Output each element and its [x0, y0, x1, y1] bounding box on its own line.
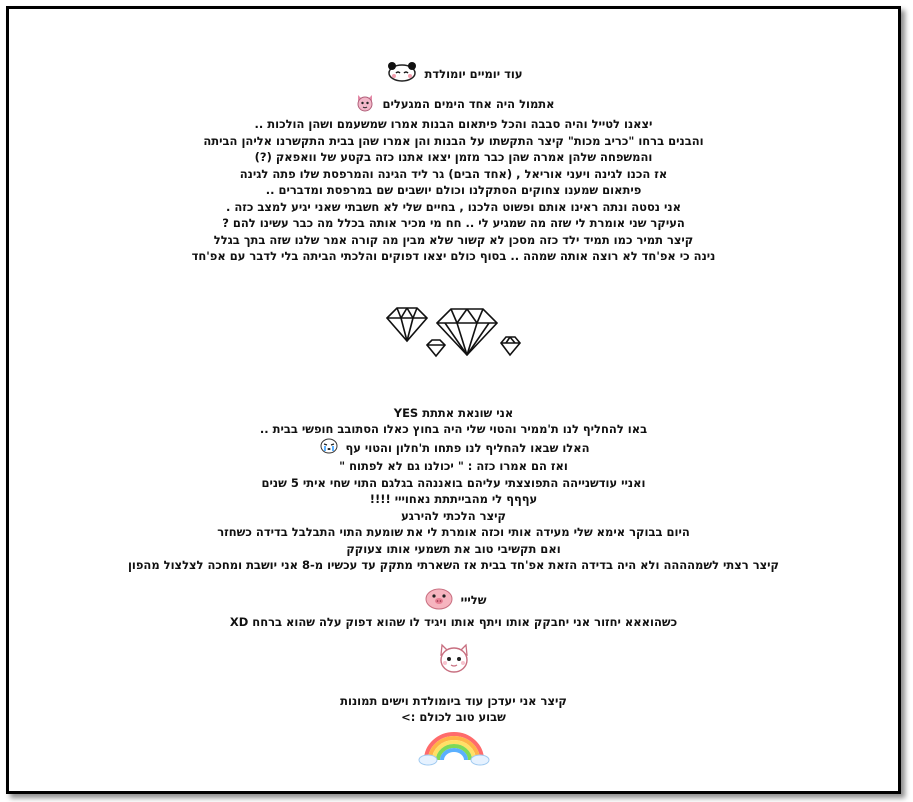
section2-line-with-icon: [9, 438, 898, 459]
section4-line: שבוע טוב לכולם :>: [401, 710, 506, 724]
section1-line: יצאנו לטייל והיה סבבה והכל פיתאום הבנות אמרו שמשעמם ושהן הולכות ..: [254, 117, 653, 131]
rainbow-icon: [9, 730, 898, 766]
section3-line: כשהואאא יחזור אני יחבקק אותו ויתף אותו ויגיד לו שהוא דפוק עלה שהוא ברחח XD: [229, 615, 678, 629]
section1-line: אני נסטה ונתה ראינו אותם ופשוט הלכנו , בחיים שלי לא חשבתי שאני יגיע למצב כזה .: [225, 199, 681, 214]
section3-title: שלייי: [460, 592, 487, 607]
section2-line: קיצר הלכתי להירגע: [401, 508, 506, 523]
post-content: [9, 9, 898, 766]
section1-line: קיצר תמיר כמו תמיד ילד כזה מסכן לא קשור שלא מבין מה קורה אמר שלנו שזה בתך בגלל: [213, 232, 694, 247]
section2-line: באו להחליף לנו ת'ממיר והטוי שלי היה בחוץ כאלו הסתובב חופשי בבית ..: [259, 422, 648, 436]
section2-title: אני שונאת אתתת YES: [393, 405, 514, 420]
pink-cat-icon: [355, 92, 375, 117]
panda-face-icon: [387, 62, 417, 87]
section1-line: אז הכנו לגינה ויעני אוריאל , (אחד הבים) גר ליד הגינה והמרפסת שלו פתה לגינה: [239, 166, 668, 181]
section2-line: קיצר רצתי לשמהההה ולא היה בדידה הזאת אפ'חד בבית אז השארתי מתקק עד עכשיו מ-8 אני יושבת ומחכה לצלצול מהפון: [127, 558, 780, 572]
section1-line: והבנים ברחו "כריב מכות" קיצר התקשתו על הבנות והן אמרו שהן בבית התקשרנו אליהן הביתה: [203, 133, 704, 148]
section2-line: היום בבוקר אימא שלי מעידה אותי וכזה אומרת לי את שומעת התוי התבלבל בדידה כשחזר: [217, 525, 690, 539]
section2-line: ואז הם אמרו כזה : " יכולנו גם לא לפתוח ": [339, 459, 568, 473]
crying-face-icon: [320, 438, 338, 459]
white-kitten-icon: [9, 641, 898, 675]
section4-line: קיצר אני יעדכן עוד ביומולדת וישים תמונות: [340, 693, 567, 708]
section1-line: נינה כי אפ'חד לא רוצה אותה שמהה .. בסוף כולם יצאו דפוקים והלכתי הביתה בלי לדבר עם אפ'חד: [191, 249, 716, 263]
diamonds-illustration: [9, 303, 898, 363]
section1-line: העיקר שני אומרת לי שזה מה שמגיע לי .. חח מי מכיר אותה בכלל מה כבר עשינו להם ?: [222, 216, 685, 230]
section2-line: ואניי עודשנייהה התפוצצתי עליהם בואננהה בגלגם התוי שחי איתי 5 שנים: [261, 475, 646, 490]
section3-title-line: [9, 586, 898, 615]
section1-title: עוד יומיים יומולדת: [424, 67, 523, 81]
pink-blob-icon: [424, 586, 454, 615]
section2-line: האלו שבאו להחליף לנו פתחו ת'חלון והטוי עף: [345, 440, 590, 455]
section1-subtitle-line: [9, 92, 898, 117]
section1-line: והמשפחה שלהן אמרה שהן כבר מזמן יצאו אתנו כזה בקטע של וואפאק (?): [254, 150, 653, 164]
section1-subtitle: אתמול היה אחד הימים המגעלים: [382, 96, 555, 111]
page-frame: [6, 6, 901, 794]
section2-line: עףףף לי מהבייתתת נאחוייי !!!!: [369, 492, 538, 506]
section2-line: ואם תקשיבי טוב את תשמעי אותו צעוקק: [346, 541, 561, 556]
section1-title-line: [9, 62, 898, 87]
section1-line: פיתאום שמענו צחוקים הסתקלנו וכולם יושבים שם במרפסת ומדברים ..: [265, 183, 642, 197]
